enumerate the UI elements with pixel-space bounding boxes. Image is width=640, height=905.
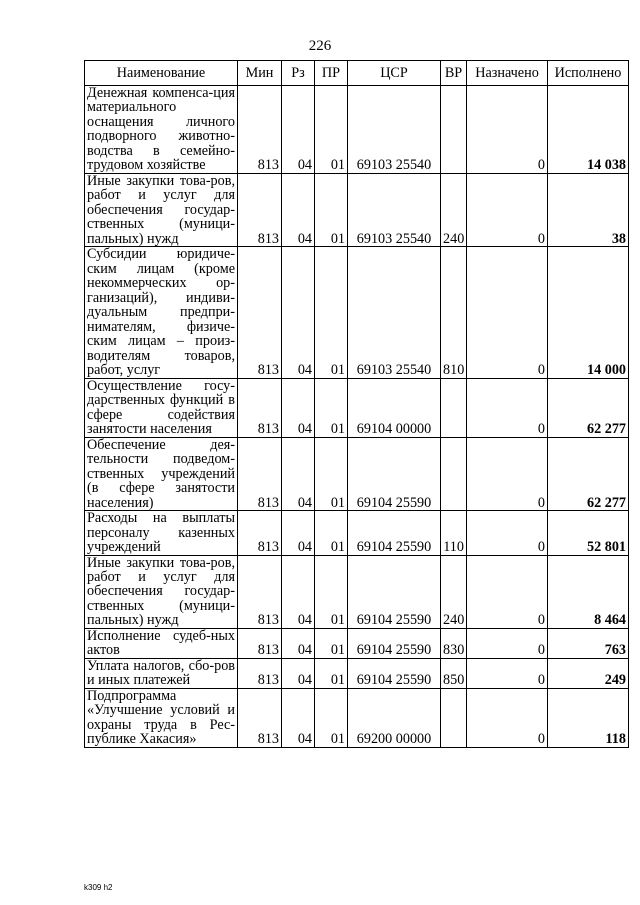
header-pr: ПР <box>315 61 348 86</box>
row-rz: 04 <box>282 511 315 555</box>
row-name: Иные закупки това-ров, работ и услуг для обеспечения государ-ственных (муници-пальных) нужд <box>85 555 238 628</box>
row-vr <box>441 437 467 510</box>
row-name: Иные закупки това-ров, работ и услуг для обеспечения государ-ственных (муници-пальных) нужд <box>85 173 238 246</box>
table-row <box>85 658 629 688</box>
header-rz: Рз <box>282 61 315 86</box>
row-pr: 01 <box>315 511 348 555</box>
row-rz: 04 <box>282 86 315 174</box>
footer-code: k309 h2 <box>84 883 113 892</box>
header-assigned: Назначено <box>467 61 548 86</box>
table-row <box>85 173 629 246</box>
row-pr: 01 <box>315 628 348 658</box>
row-assigned: 0 <box>467 511 548 555</box>
row-min: 813 <box>238 437 282 510</box>
row-executed: 62 277 <box>548 437 629 510</box>
row-name: Расходы на выплаты персоналу казенных учреждений <box>85 511 238 555</box>
row-rz: 04 <box>282 688 315 747</box>
row-assigned: 0 <box>467 688 548 747</box>
row-min: 813 <box>238 173 282 246</box>
row-pr: 01 <box>315 437 348 510</box>
row-assigned: 0 <box>467 658 548 688</box>
row-executed: 62 277 <box>548 378 629 437</box>
row-rz: 04 <box>282 437 315 510</box>
row-name: Подпрограмма «Улучшение условий и охраны труда в Рес-публике Хакасия» <box>85 688 238 747</box>
row-pr: 01 <box>315 378 348 437</box>
row-executed: 8 464 <box>548 555 629 628</box>
row-min: 813 <box>238 378 282 437</box>
header-min: Мин <box>238 61 282 86</box>
row-csr: 69104 25590 <box>348 437 441 510</box>
table-row <box>85 378 629 437</box>
row-name: Осуществление госу-дарственных функций в сфере содействия занятости населения <box>85 378 238 437</box>
row-pr: 01 <box>315 86 348 174</box>
row-assigned: 0 <box>467 86 548 174</box>
row-assigned: 0 <box>467 628 548 658</box>
row-rz: 04 <box>282 658 315 688</box>
row-csr: 69104 25590 <box>348 555 441 628</box>
row-min: 813 <box>238 247 282 378</box>
row-min: 813 <box>238 86 282 174</box>
table-row <box>85 86 629 174</box>
row-csr: 69104 00000 <box>348 378 441 437</box>
row-executed: 118 <box>548 688 629 747</box>
row-name: Субсидии юридиче-ским лицам (кроме некоммерческих ор-ганизаций), индиви-дуальным предпри-нимателям, физиче-ским лицам – произ-водителям товаров, работ, услуг <box>85 247 238 378</box>
row-executed: 38 <box>548 173 629 246</box>
row-vr: 850 <box>441 658 467 688</box>
row-assigned: 0 <box>467 247 548 378</box>
row-vr: 240 <box>441 173 467 246</box>
row-name: Обеспечение дея-тельности подведом-ственных учреждений (в сфере занятости населения) <box>85 437 238 510</box>
row-vr: 830 <box>441 628 467 658</box>
row-assigned: 0 <box>467 378 548 437</box>
row-executed: 763 <box>548 628 629 658</box>
row-vr <box>441 688 467 747</box>
row-pr: 01 <box>315 658 348 688</box>
table-row <box>85 555 629 628</box>
row-name: Исполнение судеб-ных актов <box>85 628 238 658</box>
row-csr: 69104 25590 <box>348 511 441 555</box>
table-row <box>85 437 629 510</box>
row-vr: 240 <box>441 555 467 628</box>
row-vr <box>441 378 467 437</box>
row-rz: 04 <box>282 555 315 628</box>
table-row <box>85 688 629 747</box>
row-pr: 01 <box>315 173 348 246</box>
row-executed: 52 801 <box>548 511 629 555</box>
table-row <box>85 511 629 555</box>
row-rz: 04 <box>282 378 315 437</box>
table-header-row <box>85 61 629 86</box>
row-name: Денежная компенса-ция материального оснащения личного подворного животно-водства в семейно-трудовом хозяйстве <box>85 86 238 174</box>
row-executed: 14 000 <box>548 247 629 378</box>
row-assigned: 0 <box>467 555 548 628</box>
row-rz: 04 <box>282 173 315 246</box>
row-csr: 69103 25540 <box>348 86 441 174</box>
row-min: 813 <box>238 555 282 628</box>
row-rz: 04 <box>282 628 315 658</box>
header-name: Наименование <box>85 61 238 86</box>
row-pr: 01 <box>315 555 348 628</box>
row-name: Уплата налогов, сбо-ров и иных платежей <box>85 658 238 688</box>
row-min: 813 <box>238 688 282 747</box>
header-vr: ВР <box>441 61 467 86</box>
header-executed: Исполнено <box>548 61 629 86</box>
page-number: 226 <box>308 38 332 54</box>
row-assigned: 0 <box>467 173 548 246</box>
row-csr: 69104 25590 <box>348 628 441 658</box>
row-vr: 810 <box>441 247 467 378</box>
row-rz: 04 <box>282 247 315 378</box>
row-csr: 69200 00000 <box>348 688 441 747</box>
row-executed: 14 038 <box>548 86 629 174</box>
row-pr: 01 <box>315 688 348 747</box>
row-min: 813 <box>238 628 282 658</box>
table-row <box>85 628 629 658</box>
row-csr: 69103 25540 <box>348 173 441 246</box>
table-row <box>85 247 629 378</box>
row-min: 813 <box>238 658 282 688</box>
row-executed: 249 <box>548 658 629 688</box>
row-vr: 110 <box>441 511 467 555</box>
row-csr: 69104 25590 <box>348 658 441 688</box>
budget-table <box>84 60 629 748</box>
row-pr: 01 <box>315 247 348 378</box>
header-csr: ЦСР <box>348 61 441 86</box>
row-vr <box>441 86 467 174</box>
row-csr: 69103 25540 <box>348 247 441 378</box>
row-min: 813 <box>238 511 282 555</box>
row-assigned: 0 <box>467 437 548 510</box>
